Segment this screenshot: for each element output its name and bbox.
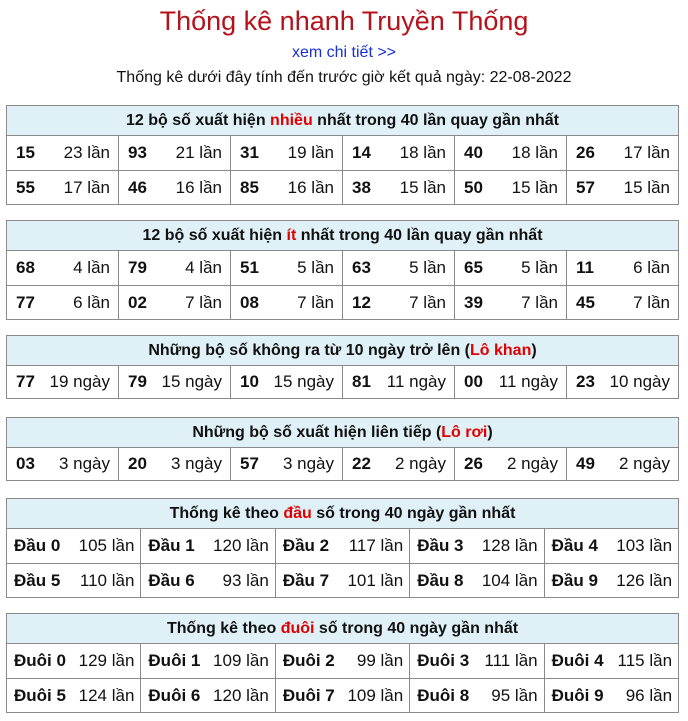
highlight-word: Lô rơi	[441, 424, 488, 441]
table-row	[7, 644, 678, 678]
lo-khan-section	[6, 335, 679, 399]
table-row	[7, 678, 678, 712]
stat-cell: 77 6 lần	[16, 292, 110, 312]
stat-cell: 40 18 lần	[454, 136, 566, 170]
stat-cell: Đuôi 2 99 lần	[275, 644, 409, 678]
view-details-link[interactable]: xem chi tiết >>	[291, 44, 397, 61]
tail-digit-section	[6, 613, 679, 713]
section-header: Những bộ số xuất hiện liên tiếp (Lô rơi)	[7, 418, 678, 448]
stat-cell: Đuôi 9 96 lần	[544, 679, 678, 712]
stat-cell: Đuôi 4 115 lần	[544, 644, 678, 678]
stat-cell: 39 7 lần	[454, 286, 566, 319]
section-header: Thống kê theo đầu số trong 40 ngày gần nhất	[7, 499, 678, 529]
stat-cell: 22 2 ngày	[342, 448, 454, 480]
stat-cell: 68 4 lần	[16, 258, 110, 277]
stat-cell: 00 11 ngày	[454, 366, 566, 398]
highlight-word: Lô khan	[470, 342, 532, 359]
stat-cell: 81 11 ngày	[342, 366, 454, 398]
stat-cell: Đầu 4 103 lần	[544, 529, 678, 563]
stat-cell: 46 16 lần	[118, 171, 230, 204]
stat-cell: Đuôi 3 111 lần	[409, 644, 543, 678]
table-row	[7, 448, 678, 480]
stat-cell: Đuôi 5 124 lần	[14, 685, 135, 705]
highlight-word: nhiều	[270, 112, 313, 129]
table-row	[7, 136, 678, 170]
stat-cell: 11 6 lần	[566, 251, 678, 285]
stat-cell: 08 7 lần	[230, 286, 342, 319]
section-header: Thống kê theo đuôi số trong 40 ngày gần nhất	[7, 614, 678, 644]
highlight-word: đầu	[283, 505, 312, 522]
stat-cell: 79 15 ngày	[118, 366, 230, 398]
stat-cell: 31 19 lần	[230, 136, 342, 170]
stat-cell: 57 3 ngày	[230, 448, 342, 480]
stat-cell: 57 15 lần	[566, 171, 678, 204]
section-header: 12 bộ số xuất hiện ít nhất trong 40 lần quay gần nhất	[7, 221, 678, 251]
stat-cell: 26 17 lần	[566, 136, 678, 170]
stat-cell: 79 4 lần	[118, 251, 230, 285]
stat-cell: 15 23 lần	[16, 143, 110, 162]
stat-cell: Đuôi 0 129 lần	[14, 651, 135, 670]
highlight-word: đuôi	[280, 620, 315, 637]
stat-cell: 26 2 ngày	[454, 448, 566, 480]
stat-cell: Đầu 3 128 lần	[409, 529, 543, 563]
section-header: Những bộ số không ra từ 10 ngày trở lên (Lô khan)	[7, 336, 678, 366]
stat-cell: 02 7 lần	[118, 286, 230, 319]
stat-cell: Đầu 7 101 lần	[275, 564, 409, 597]
table-row	[7, 529, 678, 563]
stat-cell: 65 5 lần	[454, 251, 566, 285]
stat-cell: Đuôi 6 120 lần	[140, 679, 274, 712]
stat-cell: Đuôi 7 109 lần	[275, 679, 409, 712]
stat-cell: Đầu 1 120 lần	[140, 529, 274, 563]
stat-cell: Đầu 0 105 lần	[14, 536, 135, 555]
stat-cell: Đuôi 8 95 lần	[409, 679, 543, 712]
stat-cell: 63 5 lần	[342, 251, 454, 285]
stat-cell: 93 21 lần	[118, 136, 230, 170]
stat-cell: Đầu 8 104 lần	[409, 564, 543, 597]
stat-cell: 51 5 lần	[230, 251, 342, 285]
stat-cell: 45 7 lần	[566, 286, 678, 319]
stat-cell: 03 3 ngày	[16, 454, 110, 473]
stat-cell: 12 7 lần	[342, 286, 454, 319]
page-subtitle: Thống kê dưới đây tính đến trước giờ kết quả ngày: 22-08-2022	[116, 69, 572, 86]
table-row	[7, 563, 678, 597]
lo-roi-section	[6, 417, 679, 481]
stat-cell: Đuôi 1 109 lần	[140, 644, 274, 678]
head-digit-section	[6, 498, 679, 598]
stat-cell: Đầu 9 126 lần	[544, 564, 678, 597]
section-header: 12 bộ số xuất hiện nhiều nhất trong 40 lần quay gần nhất	[7, 106, 678, 136]
most-frequent-section	[6, 105, 679, 205]
stat-cell: 50 15 lần	[454, 171, 566, 204]
table-row	[7, 170, 678, 204]
page-title: Thống kê nhanh Truyền Thống	[159, 6, 529, 36]
least-frequent-section	[6, 220, 679, 320]
stat-cell: Đầu 6 93 lần	[140, 564, 274, 597]
stat-cell: 49 2 ngày	[566, 448, 678, 480]
stat-cell: 14 18 lần	[342, 136, 454, 170]
table-row	[7, 251, 678, 285]
table-row	[7, 366, 678, 398]
stat-cell: Đầu 5 110 lần	[14, 570, 135, 590]
table-row	[7, 285, 678, 319]
stat-cell: 23 10 ngày	[566, 366, 678, 398]
highlight-word: ít	[286, 227, 297, 244]
stat-cell: 20 3 ngày	[118, 448, 230, 480]
stat-cell: 55 17 lần	[16, 177, 110, 197]
stat-cell: 10 15 ngày	[230, 366, 342, 398]
stat-cell: Đầu 2 117 lần	[275, 529, 409, 563]
stat-cell: 85 16 lần	[230, 171, 342, 204]
stat-cell: 38 15 lần	[342, 171, 454, 204]
stat-cell: 77 19 ngày	[16, 372, 110, 391]
